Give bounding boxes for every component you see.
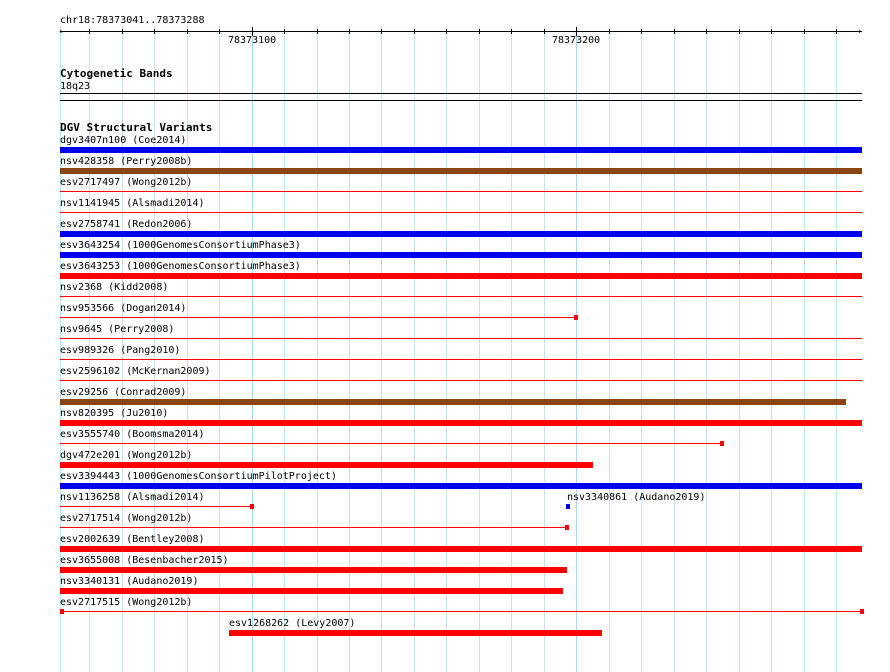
variant-end-cap[interactable] [860, 609, 864, 614]
region-label: chr18:78373041..78373288 [60, 15, 205, 26]
variant-end-cap[interactable] [565, 525, 569, 530]
ruler-tick [154, 29, 155, 34]
variant-label[interactable]: esv3643253 (1000GenomesConsortiumPhase3) [60, 261, 301, 272]
variant-label[interactable]: nsv1136258 (Alsmadi2014) [60, 492, 205, 503]
variant-label[interactable]: esv2717515 (Wong2012b) [60, 597, 193, 608]
variant-label[interactable]: nsv1141945 (Alsmadi2014) [60, 198, 205, 209]
variant-bar[interactable] [60, 231, 862, 237]
ruler-tick [836, 29, 837, 34]
variant-label[interactable]: esv989326 (Pang2010) [60, 345, 181, 356]
grid-line [576, 26, 577, 672]
variant-label[interactable]: esv3394443 (1000GenomesConsortiumPilotProject) [60, 471, 337, 482]
grid-line [349, 26, 350, 672]
grid-line [544, 26, 545, 672]
cytoband-bottom-line [60, 100, 862, 101]
variant-label[interactable]: nsv3340131 (Audano2019) [60, 576, 199, 587]
variant-label[interactable]: esv1268262 (Levy2007) [229, 618, 356, 629]
variant-line[interactable] [60, 212, 862, 213]
grid-line [219, 26, 220, 672]
variant-label[interactable]: dgv472e201 (Wong2012b) [60, 450, 193, 461]
variant-label[interactable]: esv3655008 (Besenbacher2015) [60, 555, 229, 566]
variant-bar[interactable] [60, 399, 846, 405]
variant-line[interactable] [60, 611, 862, 612]
variant-bar[interactable] [60, 483, 862, 489]
ruler-tick [414, 29, 415, 34]
scroll-left-arrow-icon[interactable]: ‹ [58, 27, 64, 37]
grid-line [284, 26, 285, 672]
ruler-tick [284, 29, 285, 34]
ruler-tick [446, 29, 447, 34]
dgv-track-title: DGV Structural Variants [60, 121, 213, 134]
ruler-tick [187, 29, 188, 34]
ruler-tick [706, 29, 707, 34]
cytoband-top-line [60, 93, 862, 94]
ruler-tick [771, 29, 772, 34]
variant-dot[interactable] [566, 504, 570, 509]
variant-bar[interactable] [60, 168, 862, 174]
variant-label[interactable]: nsv2368 (Kidd2008) [60, 282, 169, 293]
grid-line [836, 26, 837, 672]
variant-line[interactable] [60, 443, 722, 444]
grid-line [739, 26, 740, 672]
variant-end-cap[interactable] [250, 504, 254, 509]
variant-label[interactable]: esv2717497 (Wong2012b) [60, 177, 193, 188]
variant-bar[interactable] [60, 546, 862, 552]
grid-line [804, 26, 805, 672]
grid-line [771, 26, 772, 672]
scroll-right-arrow-icon[interactable]: › [857, 27, 863, 37]
variant-bar[interactable] [60, 252, 862, 258]
variant-line[interactable] [60, 191, 862, 192]
variant-bar[interactable] [60, 588, 563, 594]
variant-line[interactable] [60, 296, 862, 297]
variant-bar[interactable] [60, 420, 862, 426]
variant-line[interactable] [60, 506, 252, 507]
ruler-tick [122, 29, 123, 34]
cytoband-label: 18q23 [60, 81, 91, 92]
variant-bar[interactable] [60, 567, 567, 573]
variant-label[interactable]: esv29256 (Conrad2009) [60, 387, 187, 398]
variant-label[interactable]: nsv428358 (Perry2008b) [60, 156, 193, 167]
ruler-axis [60, 31, 862, 32]
ruler-tick [479, 29, 480, 34]
grid-line [674, 26, 675, 672]
ruler-tick [739, 29, 740, 34]
variant-label[interactable]: nsv820395 (Ju2010) [60, 408, 169, 419]
variant-line[interactable] [60, 317, 576, 318]
ruler-tick [641, 29, 642, 34]
variant-label[interactable]: esv2596102 (McKernan2009) [60, 366, 211, 377]
variant-label[interactable]: esv3555740 (Boomsma2014) [60, 429, 205, 440]
variant-label[interactable]: esv2758741 (Redon2006) [60, 219, 193, 230]
grid-line [641, 26, 642, 672]
variant-label[interactable]: esv2717514 (Wong2012b) [60, 513, 193, 524]
grid-line [609, 26, 610, 672]
grid-line [479, 26, 480, 672]
grid-line [381, 26, 382, 672]
ruler-tick [511, 29, 512, 34]
variant-bar[interactable] [229, 630, 602, 636]
ruler-tick [544, 29, 545, 34]
variant-line[interactable] [60, 527, 567, 528]
variant-label[interactable]: nsv9645 (Perry2008) [60, 324, 175, 335]
variant-line[interactable] [60, 338, 862, 339]
grid-line [252, 26, 253, 672]
grid-line [706, 26, 707, 672]
variant-label[interactable]: esv2002639 (Bentley2008) [60, 534, 205, 545]
variant-line[interactable] [60, 359, 862, 360]
ruler-tick-label: 78373100 [228, 35, 277, 46]
ruler-tick [349, 29, 350, 34]
ruler-tick [219, 29, 220, 34]
ruler-tick [804, 29, 805, 34]
grid-line [414, 26, 415, 672]
ruler-tick [609, 29, 610, 34]
variant-line[interactable] [60, 380, 862, 381]
ruler-tick [89, 29, 90, 34]
variant-end-cap[interactable] [574, 315, 578, 320]
variant-label[interactable]: dgv3407n100 (Coe2014) [60, 135, 187, 146]
variant-end-cap[interactable] [60, 609, 64, 614]
variant-bar[interactable] [60, 462, 593, 468]
variant-label[interactable]: esv3643254 (1000GenomesConsortiumPhase3) [60, 240, 301, 251]
grid-line [511, 26, 512, 672]
variant-bar[interactable] [60, 273, 862, 279]
variant-label[interactable]: nsv3340861 (Audano2019) [567, 492, 706, 503]
ruler-tick [674, 29, 675, 34]
ruler-tick-label: 78373200 [552, 35, 601, 46]
grid-line [317, 26, 318, 672]
ruler-tick [317, 29, 318, 34]
grid-line [446, 26, 447, 672]
ruler-tick [381, 29, 382, 34]
variant-bar[interactable] [60, 147, 862, 153]
variant-label[interactable]: nsv953566 (Dogan2014) [60, 303, 187, 314]
cytoband-track-title: Cytogenetic Bands [60, 67, 173, 80]
variant-end-cap[interactable] [720, 441, 724, 446]
